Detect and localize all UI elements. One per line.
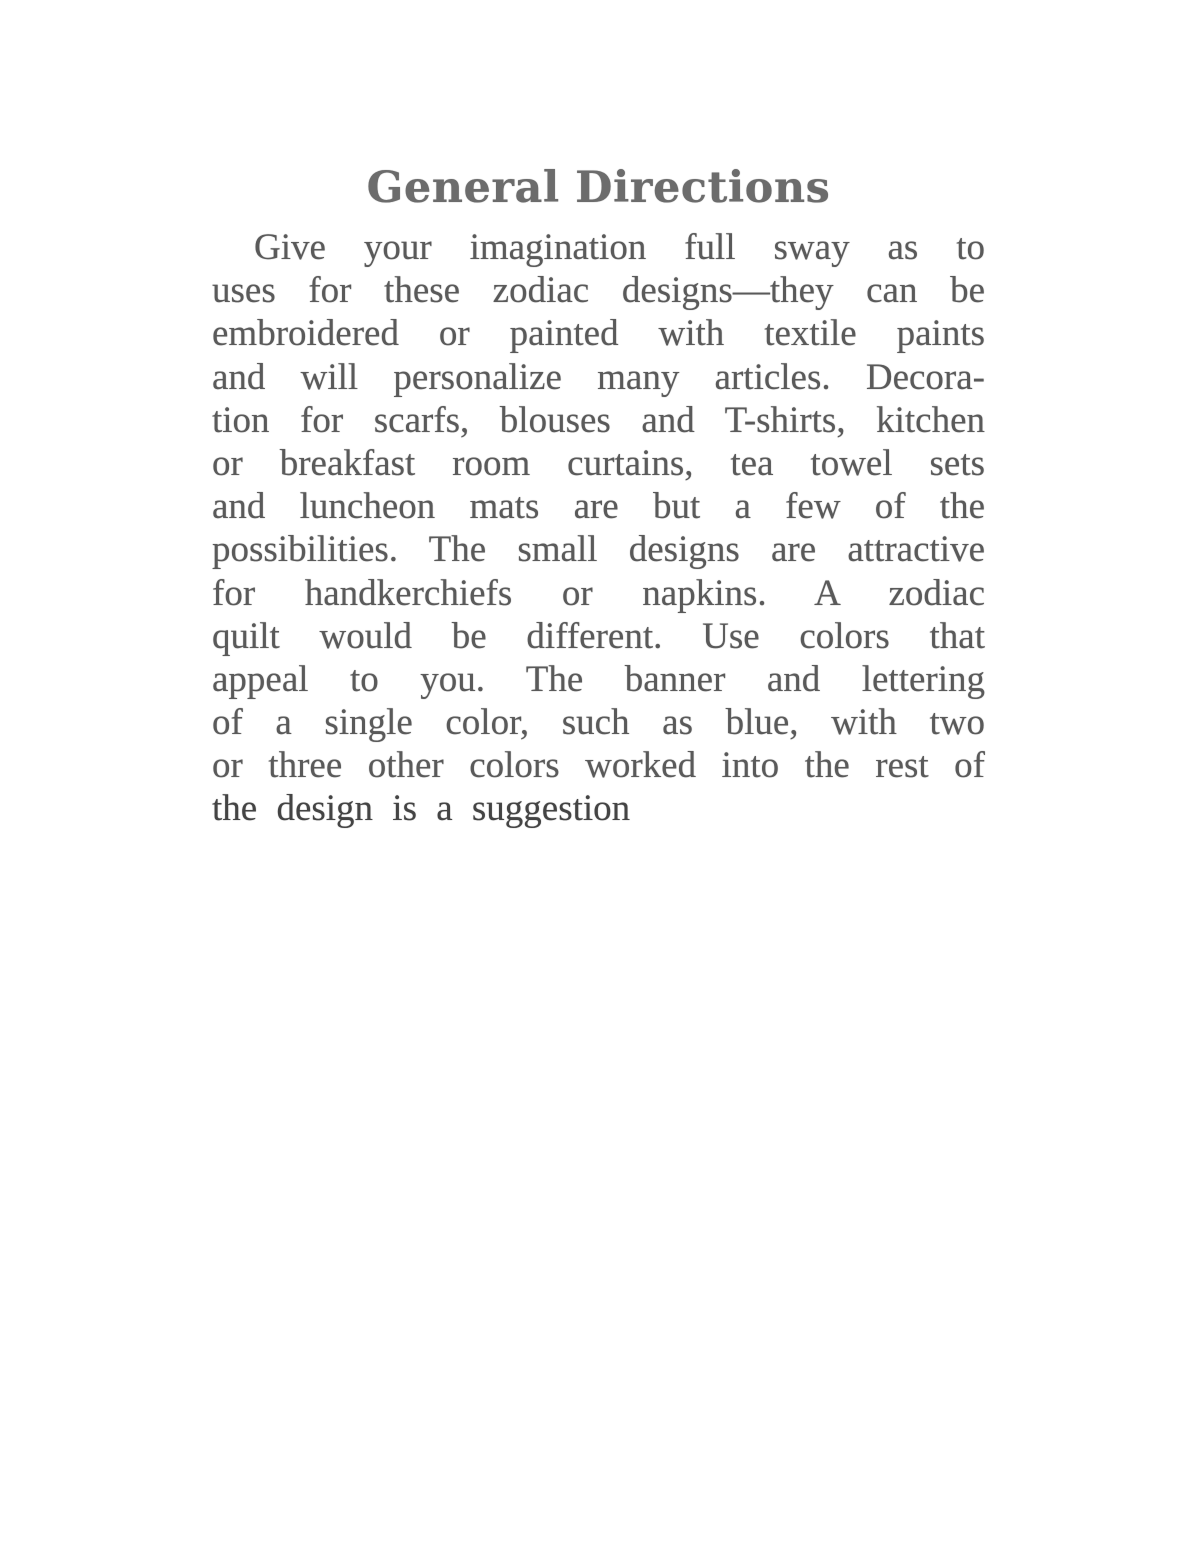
text-clipping (212, 150, 985, 831)
body-line: uses for these zodiac designs—they can be (212, 270, 985, 312)
body-line: quilt would be different. Use colors that (212, 615, 985, 657)
body-line: or breakfast room curtains, tea towel sets (212, 442, 985, 484)
body-line: the design is a suggestion (212, 788, 631, 830)
body-line: Give your imagination full sway as to (254, 227, 985, 268)
body-line: possibilities. The small designs are attractive (212, 529, 985, 571)
body-line: and luncheon mats are but a few of the (212, 486, 985, 528)
body-line: or three other colors worked into the rest of (212, 745, 985, 787)
page-title: General Directions (366, 163, 831, 213)
body-line: of a single color, such as blue, with two (212, 702, 985, 744)
body-line: appeal to you. The banner and lettering (212, 658, 985, 700)
body-line: and will personalize many articles. Decora- (212, 356, 985, 398)
body-paragraph (212, 226, 985, 831)
body-line: tion for scarfs, blouses and T-shirts, kitchen (212, 399, 985, 441)
body-line: for handkerchiefs or napkins. A zodiac (212, 572, 985, 614)
body-line: embroidered or painted with textile paints (212, 313, 985, 355)
